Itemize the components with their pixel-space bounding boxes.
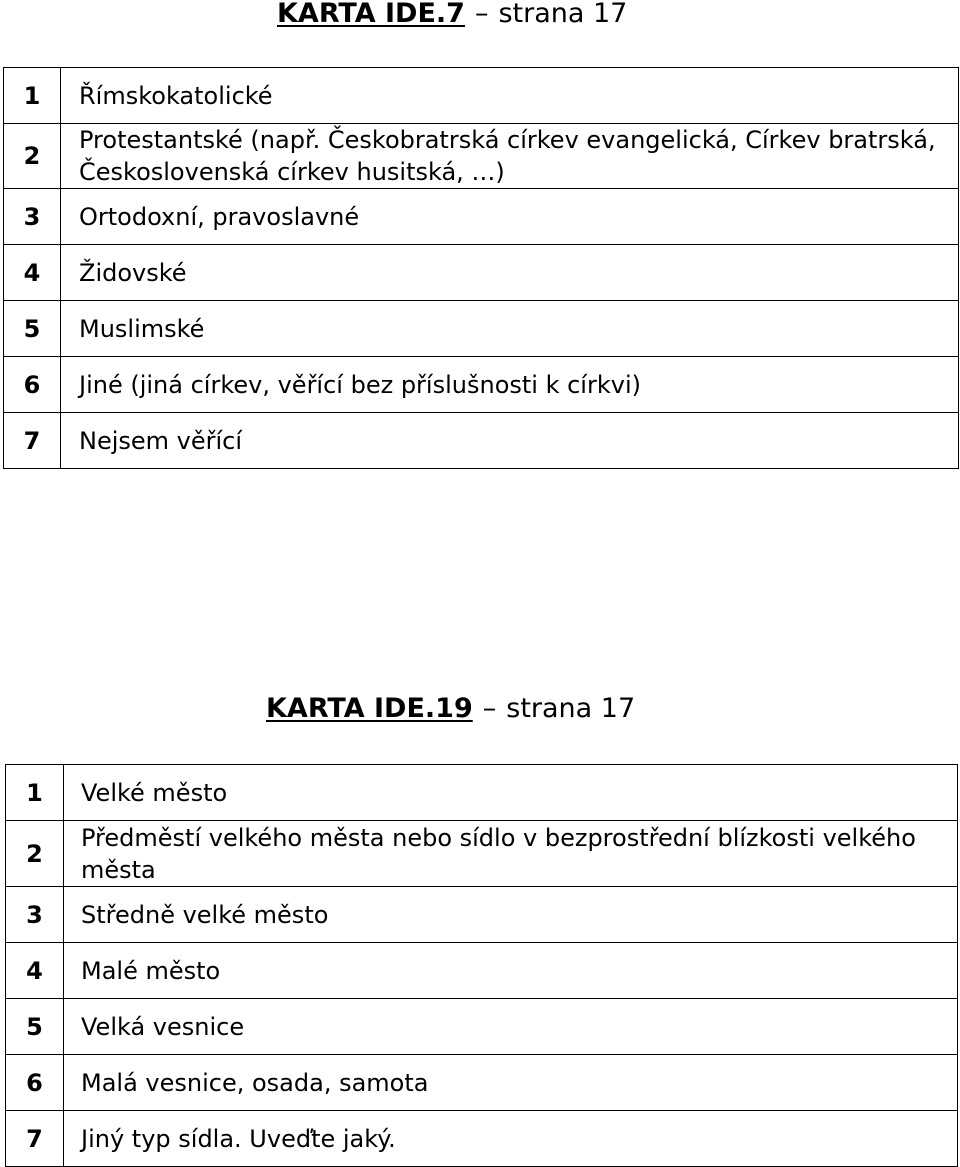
option-text: Malá vesnice, osada, samota: [64, 1055, 958, 1111]
card-title-code: KARTA IDE.19: [266, 693, 473, 724]
table-row: [6, 765, 958, 821]
option-text: Ortodoxní, pravoslavné: [61, 189, 959, 245]
option-text: Malé město: [64, 943, 958, 999]
table-row: [4, 124, 959, 189]
table-row: [4, 413, 959, 469]
table-row: [4, 189, 959, 245]
option-text: Středně velké město: [64, 887, 958, 943]
option-number: 7: [6, 1111, 64, 1167]
card-title-page: strana 17: [498, 0, 628, 29]
option-number: 5: [6, 999, 64, 1055]
option-text: Muslimské: [61, 301, 959, 357]
option-number: 1: [6, 765, 64, 821]
option-text: Jiný typ sídla. Uveďte jaký.: [64, 1111, 958, 1167]
option-number: 7: [4, 413, 61, 469]
option-text: Velká vesnice: [64, 999, 958, 1055]
option-number: 3: [4, 189, 61, 245]
option-text: Jiné (jiná církev, věřící bez příslušnosti k církvi): [61, 357, 959, 413]
table-row: [4, 68, 959, 124]
table-row: [4, 357, 959, 413]
title-dash: –: [474, 0, 489, 29]
option-text: Předměstí velkého města nebo sídlo v bezprostřední blízkosti velkého města: [64, 821, 958, 887]
table-row: [6, 1055, 958, 1111]
answer-table-ide7: [3, 67, 959, 469]
option-text: Nejsem věřící: [61, 413, 959, 469]
title-dash: –: [482, 693, 497, 724]
option-number: 4: [4, 245, 61, 301]
option-number: 6: [6, 1055, 64, 1111]
card-title-ide7: [277, 0, 627, 27]
option-number: 2: [6, 821, 64, 887]
option-text: Římskokatolické: [61, 68, 959, 124]
option-number: 3: [6, 887, 64, 943]
option-text: Velké město: [64, 765, 958, 821]
card-title-code: KARTA IDE.7: [277, 0, 465, 29]
option-number: 1: [4, 68, 61, 124]
table-row: [6, 999, 958, 1055]
table-row: [6, 821, 958, 887]
answer-table-ide19: [5, 764, 958, 1167]
option-number: 5: [4, 301, 61, 357]
card-title-page: strana 17: [506, 693, 636, 724]
card-title-ide19: [266, 695, 635, 722]
table-row: [4, 301, 959, 357]
table-row: [6, 943, 958, 999]
table-row: [4, 245, 959, 301]
option-number: 4: [6, 943, 64, 999]
table-row: [6, 1111, 958, 1167]
option-text: Protestantské (např. Českobratrská církev evangelická, Církev bratrská, Československá církev husitská, …): [61, 124, 959, 189]
option-text: Židovské: [61, 245, 959, 301]
table-row: [6, 887, 958, 943]
option-number: 6: [4, 357, 61, 413]
option-number: 2: [4, 124, 61, 189]
